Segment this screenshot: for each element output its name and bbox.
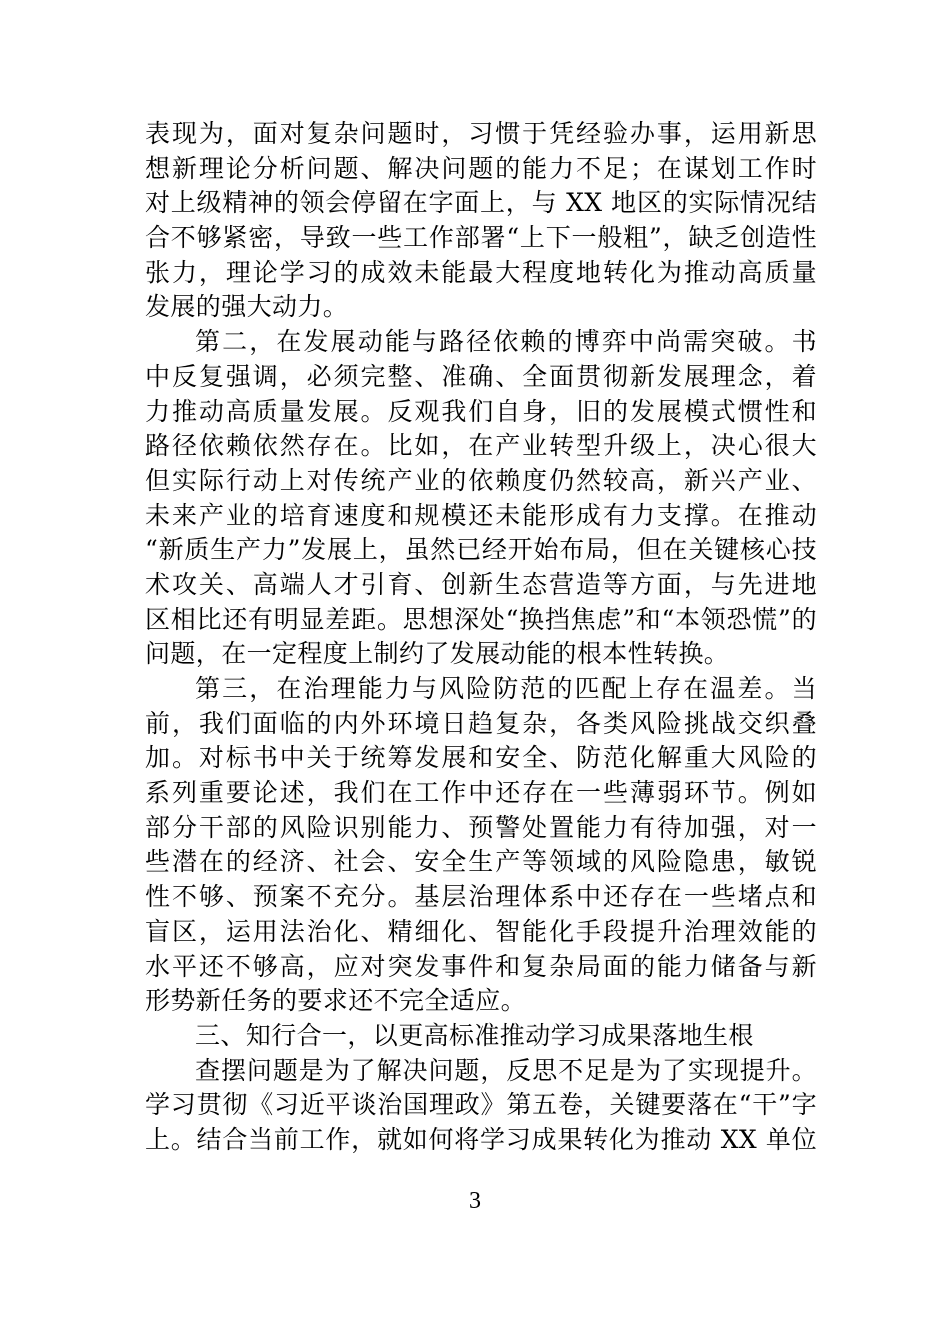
text-line: 部分干部的风险识别能力、预警处置能力有待加强，对一: [145, 812, 817, 842]
body-text: [145, 117, 817, 1158]
text-line: 表现为，面对复杂问题时，习惯于凭经验办事，运用新思: [145, 119, 817, 148]
text-line: 力推动高质量发展。反观我们自身，旧的发展模式惯性和: [145, 396, 817, 426]
text-line: 上。结合当前工作，就如何将学习成果转化为推动 XX 单位: [145, 1124, 817, 1154]
text-line: 对上级精神的领会停留在字面上，与 XX 地区的实际情况结: [145, 188, 817, 218]
paragraph-first-line: 第三，在治理能力与风险防范的匹配上存在温差。当: [195, 674, 817, 703]
text-line: 些潜在的经济、社会、安全生产等领域的风险隐患，敏锐: [145, 847, 817, 877]
text-line: 术攻关、高端人才引育、创新生态营造等方面，与先进地: [145, 569, 817, 599]
text-line: 张力，理论学习的成效未能最大程度地转化为推动高质量: [145, 257, 817, 287]
text-line: 加。对标书中关于统筹发展和安全、防范化解重大风险的: [145, 743, 817, 773]
text-line: 性不够、预案不充分。基层治理体系中还存在一些堵点和: [145, 882, 817, 912]
text-line: 发展的强大动力。: [145, 292, 349, 322]
text-line: 学习贯彻《习近平谈治国理政》第五卷，关键要落在“干”字: [145, 1090, 817, 1120]
paragraph-first-line: 第二，在发展动能与路径依赖的博弈中尚需突破。书: [195, 327, 817, 357]
text-line: 但实际行动上对传统产业的依赖度仍然较高，新兴产业、: [145, 465, 817, 495]
text-line: 水平还不够高，应对突发事件和复杂局面的能力储备与新: [145, 951, 817, 981]
text-line: 中反复强调，必须完整、准确、全面贯彻新发展理念，着: [145, 361, 817, 391]
text-line: “新质生产力”发展上，虽然已经开始布局，但在关键核心技: [145, 535, 817, 565]
paragraph-first-line: 查摆问题是为了解决问题，反思不足是为了实现提升。: [195, 1055, 817, 1085]
text-line: 路径依赖依然存在。比如，在产业转型升级上，决心很大: [145, 431, 817, 461]
text-line: 形势新任务的要求还不完全适应。: [145, 986, 527, 1016]
text-line: 盲区，运用法治化、精细化、智能化手段提升治理效能的: [145, 916, 817, 946]
text-line: 系列重要论述，我们在工作中还存在一些薄弱环节。例如: [145, 778, 817, 808]
text-line: 问题，在一定程度上制约了发展动能的根本性转换。: [145, 639, 730, 669]
text-line: 合不够紧密，导致一些工作部署“上下一般粗”，缺乏创造性: [145, 223, 817, 253]
text-line: 区相比还有明显差距。思想深处“换挡焦虑”和“本领恐慌”的: [145, 604, 817, 634]
text-line: 未来产业的培育速度和规模还未能形成有力支撑。在推动: [145, 500, 817, 530]
section-heading: 三、知行合一，以更高标准推动学习成果落地生根: [195, 1020, 754, 1050]
text-line: 前，我们面临的内外环境日趋复杂，各类风险挑战交织叠: [145, 708, 817, 738]
text-line: 想新理论分析问题、解决问题的能力不足；在谋划工作时: [145, 153, 817, 183]
page-number: 3: [469, 1188, 481, 1214]
